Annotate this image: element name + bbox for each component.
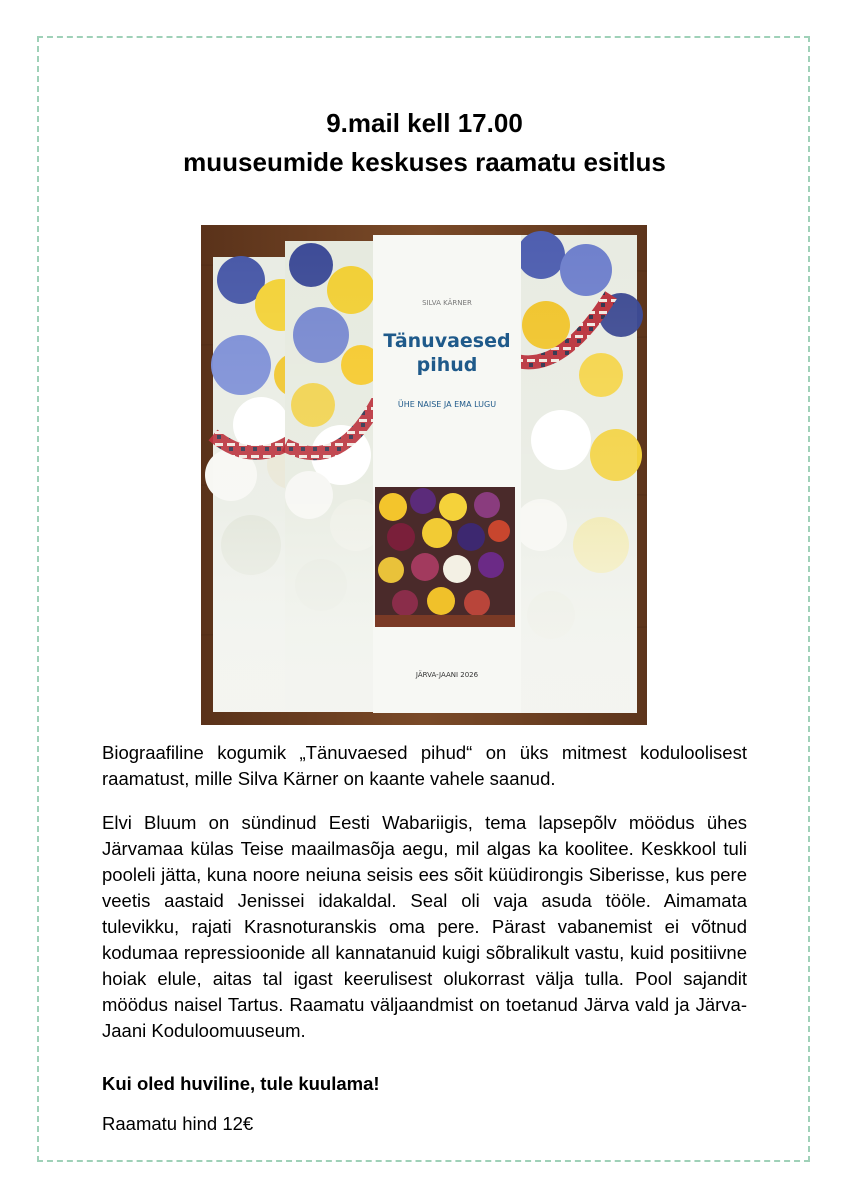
cover-author: SILVA KÄRNER: [422, 299, 472, 307]
cover-title-line1: Tänuvaesed: [383, 330, 511, 352]
price-text: Raamatu hind 12€: [102, 1113, 254, 1134]
invitation-text: Kui oled huviline, tule kuulama!: [102, 1073, 380, 1094]
event-time-heading: 9.mail kell 17.00: [326, 108, 523, 138]
cover-imprint: JÄRVA-JAANI 2026: [415, 671, 479, 679]
cover-pansy-photo: [375, 487, 515, 627]
intro-paragraph: Biograafiline kogumik „Tänuvaesed pihud“ on üks mitmest koduloolisest raamatust, mille Silva Kärner on kaante vahele saanud.: [102, 742, 747, 789]
book-photo: [201, 225, 647, 725]
front-book-left-art: [285, 241, 382, 711]
cover-subtitle: ÜHE NAISE JA EMA LUGU: [397, 400, 497, 409]
story-paragraph: Elvi Bluum on sündinud Eesti Wabariigis, tema lapsepõlv möödus ühes Järvamaa külas Teise maailmasõja aegu, mil algas ka koolitee. Keskkool tuli pooleli jätta, kuna noore neiuna seisis ees sõit küüdirongis Siberisse, kus pere veetis aastaid Jenissei idakaldal. Seal oli vaja asuda tööle. Aimamata tulevikku, rajati Krasnoturanskis oma pere. Pärast vabanemist ei võtnud kodumaa repressioonide all kannatanuid kuigi sõbralikult vastu, kuid positiivne hoiak elule, aitas tal igast keerulisest olukorrast välja tulla. Pool sajandit möödus naisel Tartus. Raamatu väljaandmist on toetanud Järva vald ja Järva-Jaani Koduloomuuseum.: [102, 812, 747, 1041]
event-place-heading: muuseumide keskuses raamatu esitlus: [183, 147, 666, 177]
cover-title-line2: pihud: [416, 354, 478, 376]
front-book-right-art: [513, 231, 643, 713]
